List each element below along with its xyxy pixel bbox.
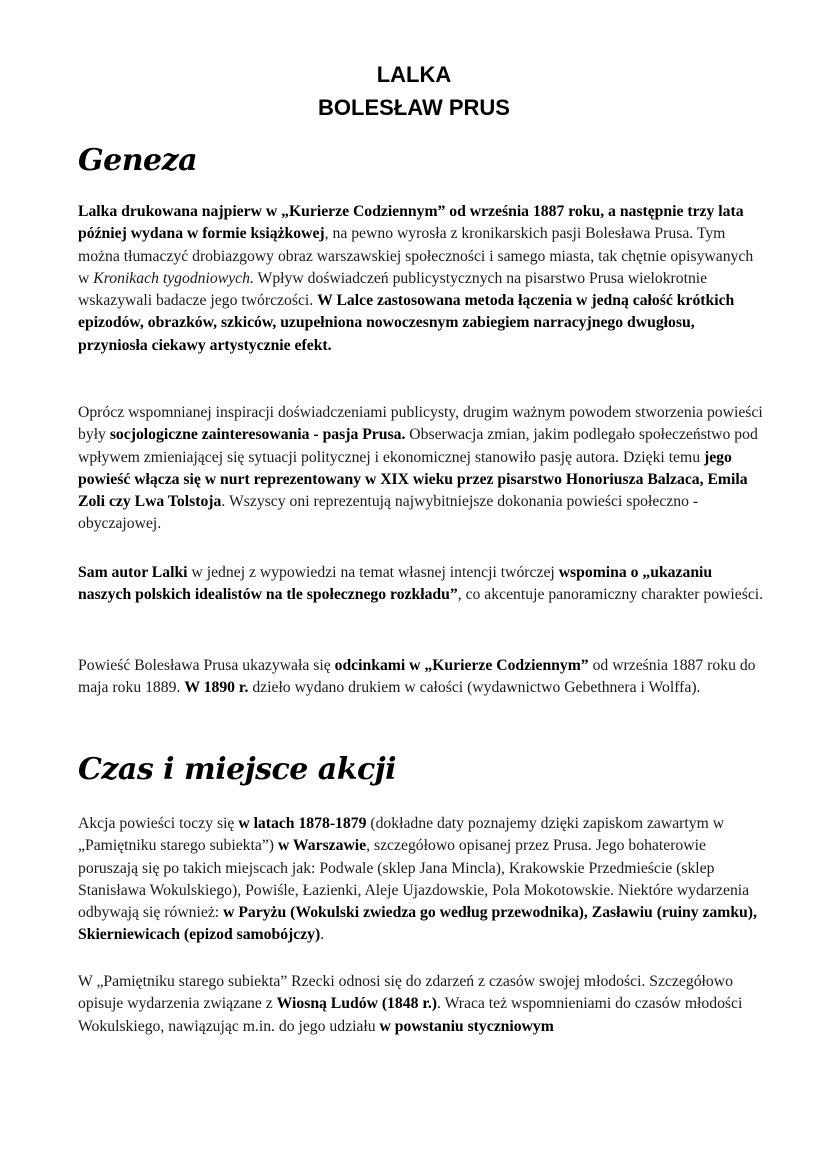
paragraph-geneza-2 bbox=[78, 402, 768, 536]
italic-text: Kronikach tygodniowych. bbox=[93, 269, 254, 287]
text-span: , na pewno wyrosła z kronikarskich pasji Bolesława Prusa. Tym można tłumaczyć drobiazgowy obraz warszawskiej społeczności i samego miasta, tak chętnie opisywanych w bbox=[78, 225, 754, 287]
bold-text: w latach 1878-1879 bbox=[238, 815, 367, 832]
text-span: Akcja powieści toczy się bbox=[78, 815, 239, 832]
text-span: . bbox=[320, 926, 325, 944]
bold-text: W 1890 r. bbox=[184, 679, 249, 697]
paragraph-geneza-3 bbox=[78, 562, 768, 607]
text-span: (dokładne daty poznajemy dzięki zapiskom zawartym w „Pamiętniku starego subiekta”) bbox=[78, 815, 725, 855]
text-span: Wpływ doświadczeń publicystycznych na pisarstwo Prusa wielokrotnie wskazywali badacze jego twórczości. bbox=[78, 269, 708, 310]
bold-text: w Warszawie bbox=[277, 837, 367, 855]
text-span: dzieło wydano drukiem w całości (wydawnictwo Gebethnera i Wolffa). bbox=[248, 679, 701, 697]
document-title: LALKA bbox=[376, 62, 452, 87]
bold-text: W Lalce zastosowana metoda łączenia w jedną całość krótkich epizodów, obrazków, szkiców, uzupełniona nowoczesnym zabiegiem narracyjnego dwugłosu, przyniosła ciekawy artystycznie efekt. bbox=[78, 292, 735, 354]
document-author: BOLESŁAW PRUS bbox=[318, 95, 510, 120]
paragraph-czas-2 bbox=[78, 971, 768, 1038]
text-span: Oprócz wspomnianej inspiracji doświadczeniami publicysty, drugim ważnym powodem stworzenia powieści były bbox=[78, 404, 763, 444]
text-span: . Wraca też wspomnieniami do czasów młodości Wokulskiego, nawiązując m.in. do jego udziału bbox=[78, 995, 743, 1035]
bold-text: Sam autor Lalki bbox=[78, 564, 188, 581]
text-span: , co akcentuje panoramiczny charakter powieści. bbox=[457, 586, 764, 604]
text-span: Powieść Bolesława Prusa ukazywała się bbox=[78, 657, 335, 674]
bold-text: odcinkami w „Kurierze Codziennym” bbox=[334, 657, 589, 674]
text-span: W „Pamiętniku starego subiekta” Rzecki odnosi się do zdarzeń z czasów swojej młodości. Szczegółowo opisuje wydarzenia związane z bbox=[78, 973, 733, 1013]
text-span: w jednej z wypowiedzi na temat własnej intencji twórczej bbox=[187, 564, 559, 581]
bold-text: socjologiczne zainteresowania - pasja Prusa. bbox=[109, 426, 406, 444]
bold-text: w Paryżu (Wokulski zwiedza go według przewodnika), Zasławiu (ruiny zamku), Skierniewicach (epizod samobójczy) bbox=[78, 904, 757, 944]
section-heading-geneza: Geneza bbox=[78, 143, 198, 178]
text-span: Obserwacja zmian, jakim podlegało społeczeństwo pod wpływem zmieniającej się sytuacji politycznej i ekonomicznej stanowiło pasję autora. Dzięki temu bbox=[78, 426, 758, 466]
bold-text: Lalka drukowana najpierw w „Kurierze Codziennym” od września 1887 roku, a następnie trzy lata później wydana w formie książkowej bbox=[78, 203, 744, 243]
bold-text: jego powieść włącza się w nurt reprezentowany w XIX wieku przez pisarstwo Honoriusza Balzaca, Emila Zoli czy Lwa Tolstoja bbox=[78, 448, 748, 511]
bold-text: Wiosną Ludów (1848 r.) bbox=[276, 995, 438, 1013]
paragraph-geneza-4 bbox=[78, 655, 768, 700]
bold-text: wspomina o „ukazaniu naszych polskich idealistów na tle społecznego rozkładu” bbox=[78, 564, 713, 604]
text-span: od września 1887 roku do maja roku 1889. bbox=[78, 657, 756, 697]
section-heading-czas-i-miejsce: Czas i miejsce akcji bbox=[78, 752, 397, 787]
paragraph-czas-1 bbox=[78, 813, 768, 947]
text-span: , szczegółowo opisanej przez Prusa. Jego bohaterowie poruszają się po takich miejscach jak: Podwale (sklep Jana Mincla), Krakowskie Przedmieście (sklep Stanisława Wokulskiego), Powiśle, Łazienki, Aleje Ujazdowskie, Pola Mokotowskie. Niektóre wydarzenia odbywają się również: bbox=[78, 837, 750, 922]
paragraph-geneza-1 bbox=[78, 201, 768, 357]
text-span: . Wszyscy oni reprezentują najwybitniejsze dokonania powieści społeczno - obyczajowej. bbox=[78, 493, 699, 533]
bold-text: w powstaniu styczniowym bbox=[379, 1017, 554, 1035]
